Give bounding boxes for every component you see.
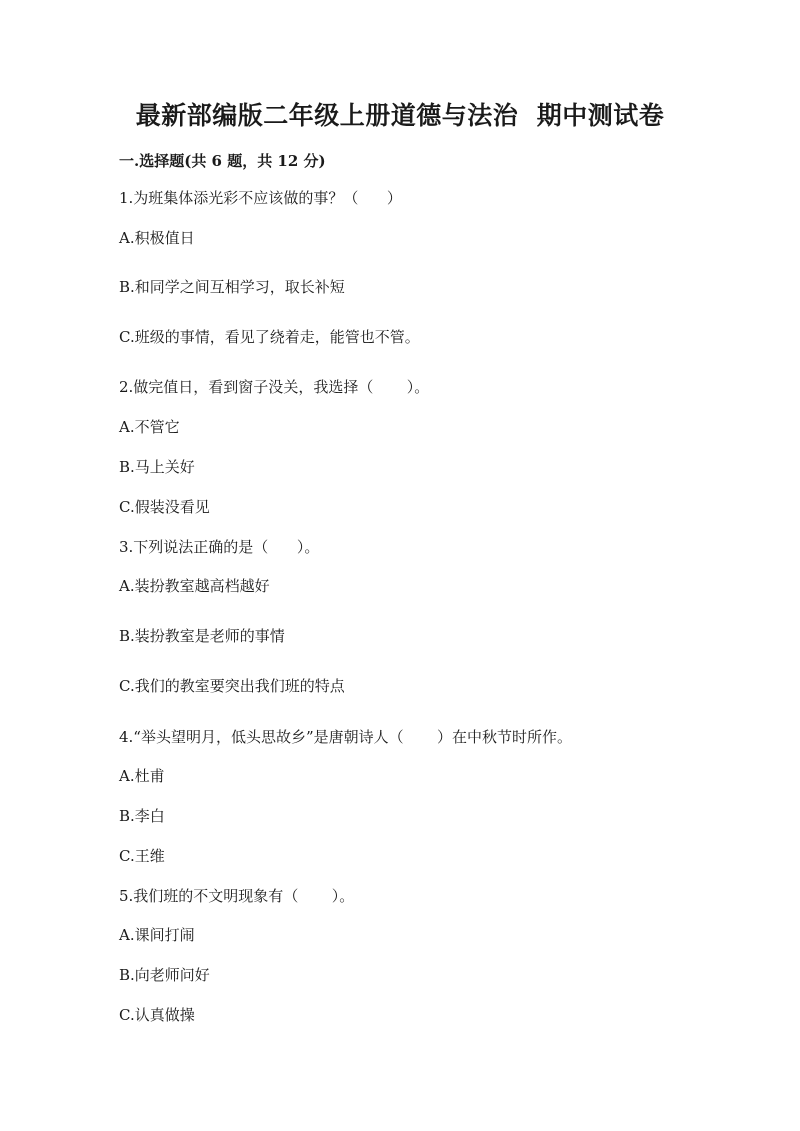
question-3-option-b: B.装扮教室是老师的事情 — [119, 627, 285, 645]
question-5-option-c: C.认真做操 — [119, 1006, 195, 1024]
question-2-option-b: B.马上关好 — [119, 458, 195, 476]
question-1-option-a: A.积极值日 — [119, 229, 195, 247]
question-stem-4: 4.“举头望明月，低头思故乡”是唐朝诗人（ ）在中秋节时所作。 — [119, 728, 573, 746]
question-2-option-c: C.假装没看见 — [119, 498, 210, 516]
question-1-option-c: C.班级的事情，看见了绕着走，能管也不管。 — [119, 328, 420, 346]
question-4-option-a: A.杜甫 — [119, 767, 165, 785]
question-2-option-a: A.不管它 — [119, 418, 180, 436]
question-stem-2: 2.做完值日，看到窗子没关，我选择（ ）。 — [119, 378, 430, 396]
section-heading: 一.选择题(共 6 题，共 12 分) — [119, 152, 326, 170]
question-stem-1: 1.为班集体添光彩不应该做的事？（ ） — [119, 189, 402, 207]
question-4-option-c: C.王维 — [119, 847, 165, 865]
question-5-option-a: A.课间打闹 — [119, 926, 195, 944]
question-3-option-c: C.我们的教室要突出我们班的特点 — [119, 677, 345, 695]
question-3-option-a: A.装扮教室越高档越好 — [119, 577, 270, 595]
question-stem-3: 3.下列说法正确的是（ ）。 — [119, 538, 320, 556]
question-1-option-b: B.和同学之间互相学习，取长补短 — [119, 278, 345, 296]
question-5-option-b: B.向老师问好 — [119, 966, 210, 984]
question-stem-5: 5.我们班的不文明现象有（ ）。 — [119, 887, 355, 905]
question-4-option-b: B.李白 — [119, 807, 165, 825]
page-title: 最新部编版二年级上册道德与法治 期中测试卷 — [135, 101, 665, 130]
